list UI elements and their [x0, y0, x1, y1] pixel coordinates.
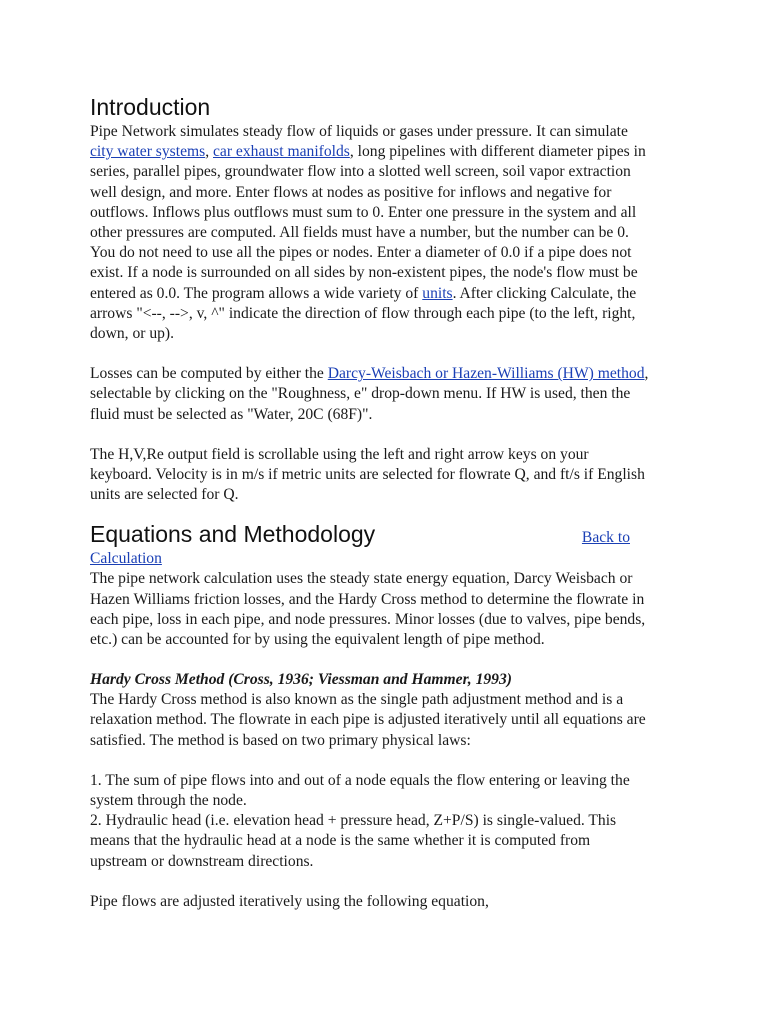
back-to-calculation-link[interactable]: Calculation	[90, 550, 162, 568]
intro-text-a: Pipe Network simulates steady flow of liquids or gases under pressure. It can simulate	[90, 123, 628, 140]
equations-heading: Equations and Methodology	[90, 521, 376, 548]
introduction-heading: Introduction	[90, 94, 211, 120]
hardy-cross-heading: Hardy Cross Method (Cross, 1936; Viessman and Hammer, 1993)	[90, 671, 512, 689]
law-1-item: 1. The sum of pipe flows into and out of a node equals the flow entering or leaving the system through the node.	[90, 771, 630, 810]
intro-paragraph-3: The H,V,Re output field is scrollable using the left and right arrow keys on your keyboard. Velocity is in m/s if metric units are selected for flowrate Q, and ft/s if English units are selected for Q.	[90, 445, 645, 504]
equations-heading-row	[90, 519, 650, 549]
law-2-item: 2. Hydraulic head (i.e. elevation head + pressure head, Z+P/S) is single-valued. This means that the hydraulic head at a node is the same whether it is computed from upstream or downstream directions.	[90, 812, 617, 870]
intro-text-d: . After clicking Calculate, the arrows "<--, -->, v, ^" indicate the direction of flow through each pipe (to the left, right, down, or up).	[90, 284, 637, 343]
city-water-systems-link[interactable]: city water systems	[90, 143, 206, 161]
equations-paragraph-1: The pipe network calculation uses the steady state energy equation, Darcy Weisbach or Hazen Williams friction losses, and the Hardy Cross method to determine the flowrate in each pipe, loss in each pipe, and node pressures. Minor losses (due to valves, pipe bends, etc.) can be accounted for by using the equivalent length of pipe method.	[90, 570, 646, 649]
darcy-hazen-method-link[interactable]: Darcy-Weisbach or Hazen-Williams (HW) method	[327, 365, 645, 383]
closing-sentence: Pipe flows are adjusted iteratively using the following equation,	[90, 892, 489, 910]
back-to-link[interactable]: Back to	[581, 529, 630, 547]
intro-text-b: ,	[205, 143, 213, 161]
document-page	[90, 92, 650, 912]
losses-text-b: , selectable by clicking on the "Roughness, e" drop-down menu. If HW is used, then the fluid must be selected as "Water, 20C (68F)".	[90, 365, 649, 423]
car-exhaust-manifolds-link[interactable]: car exhaust manifolds	[213, 143, 350, 161]
intro-paragraph-1	[90, 122, 650, 344]
intro-paragraph-2	[90, 364, 650, 425]
losses-text-a: Losses can be computed by either the	[90, 365, 328, 383]
intro-text-c: , long pipelines with different diameter pipes in series, parallel pipes, groundwater flow into a slotted well screen, soil vapor extraction well design, and more. Enter flows at nodes as positive for inflows and negative for outflows. Inflows plus outflows must sum to 0. Enter one pressure in the system and all other pressures are computed. All fields must have a number, but the number can be 0. You do not need to use all the pipes or nodes. Enter a diameter of 0.0 if a pipe does not exist. If a node is surrounded on all sides by non-existent pipes, the node's flow must be entered as 0.0. The program allows a wide variety of	[90, 143, 646, 302]
units-link[interactable]: units	[422, 284, 453, 302]
hardy-cross-paragraph: The Hardy Cross method is also known as the single path adjustment method and is a relaxation method. The flowrate in each pipe is adjusted iteratively until all equations are satisfied. The method is based on two primary physical laws:	[90, 691, 646, 749]
